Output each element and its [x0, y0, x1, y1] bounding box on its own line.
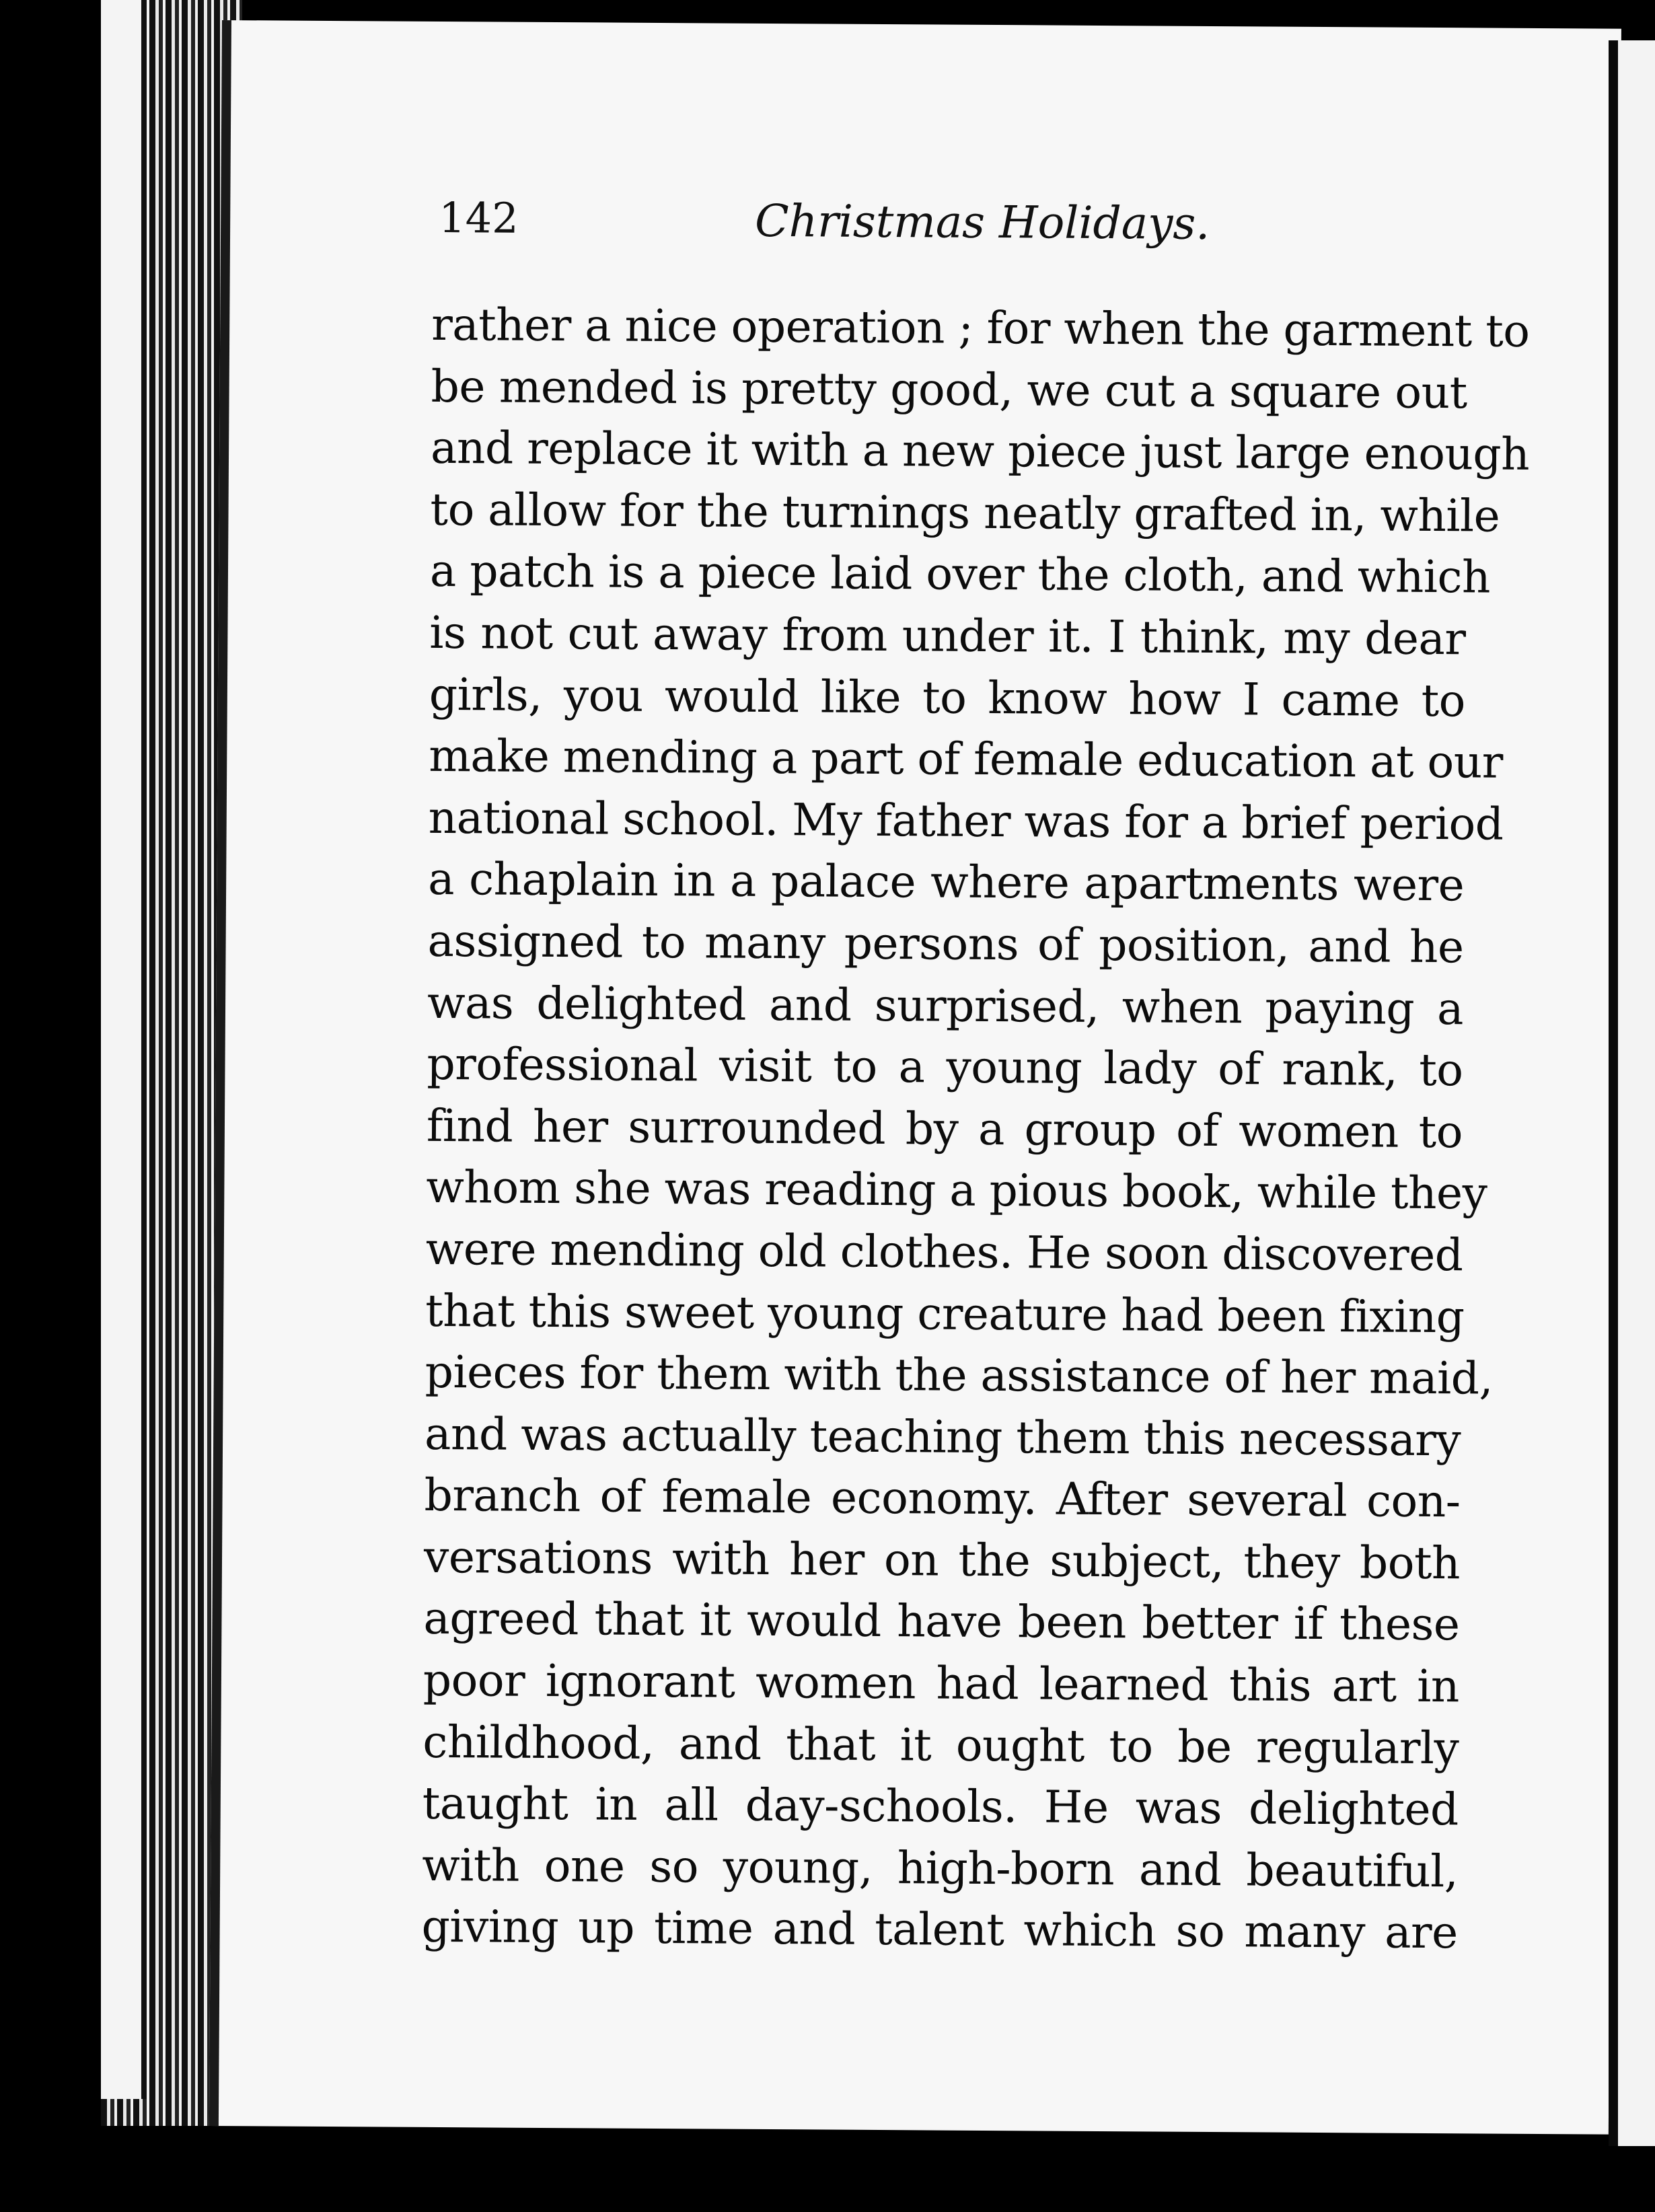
- text-line: assigned to many persons of position, and he: [427, 914, 1464, 973]
- body-text: [421, 294, 1530, 1964]
- text-line: professional visit to a young lady of rank, to: [427, 1038, 1463, 1097]
- text-line: poor ignorant women had learned this art in: [422, 1654, 1460, 1713]
- text-line: versations with her on the subject, they both: [423, 1531, 1461, 1590]
- text-line: and replace it with a new piece just large enough: [430, 422, 1530, 481]
- text-line: pieces for them with the assistance of her maid,: [425, 1345, 1494, 1405]
- text-line: national school. My father was for a brief period: [428, 791, 1504, 850]
- text-line: find her surrounded by a group of women to: [426, 1099, 1463, 1158]
- text-line: were mending old clothes. He soon discovered: [425, 1222, 1463, 1282]
- text-line: girls, you would like to know how I came to: [429, 668, 1466, 727]
- book-page: [209, 20, 1621, 2135]
- text-line: rather a nice operation ; for when the garment to: [431, 298, 1530, 357]
- text-line: agreed that it would have been better if these: [423, 1592, 1460, 1651]
- text-line: whom she was reading a pious book, while they: [426, 1161, 1487, 1220]
- text-line: is not cut away from under it. I think, my dear: [429, 606, 1466, 665]
- running-title: Christmas Holidays.: [754, 194, 1210, 250]
- text-line: that this sweet young creature had been fixing: [425, 1284, 1465, 1343]
- text-line: with one so young, high-born and beautiful,: [422, 1839, 1459, 1898]
- text-line: branch of female economy. After several con-: [424, 1469, 1461, 1528]
- previous-page-edge: [101, 0, 147, 2099]
- text-line: make mending a part of female education at our: [429, 730, 1504, 788]
- text-line: taught in all day-schools. He was delighted: [422, 1777, 1459, 1836]
- page-number: 142: [438, 192, 519, 243]
- text-line: be mended is pretty good, we cut a square out: [431, 360, 1467, 418]
- text-line: to allow for the turnings neatly grafted in, while: [430, 483, 1500, 542]
- text-line: and was actually teaching them this necessary: [424, 1407, 1461, 1466]
- text-line: was delighted and surprised, when paying a: [427, 976, 1464, 1035]
- running-head: [230, 192, 1620, 254]
- text-line: a chaplain in a palace where apartments were: [427, 853, 1465, 912]
- text-line: a patch is a piece laid over the cloth, and which: [429, 545, 1491, 603]
- text-line: giving up time and talent which so many are: [421, 1901, 1458, 1959]
- next-page-edge: [1609, 40, 1655, 2146]
- text-line: childhood, and that it ought to be regularly: [422, 1716, 1459, 1774]
